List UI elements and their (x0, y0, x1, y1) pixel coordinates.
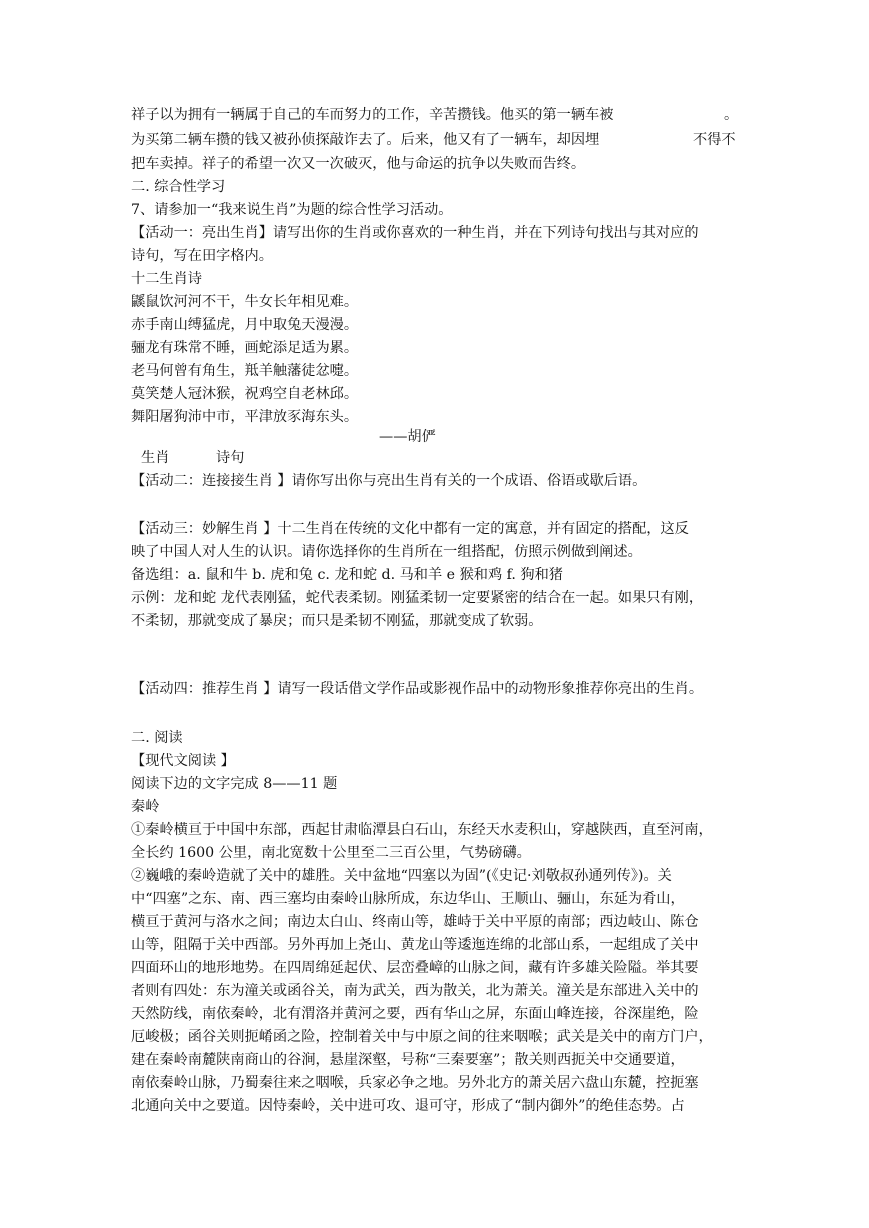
subsection-heading: 【现代文阅读 】 (131, 753, 235, 769)
article-line: 全长约 1600 公里，南北宽数十公里至二三百公里，气势磅礴。 (131, 845, 531, 861)
activity-4: 【活动四：推荐生肖 】请写一段话借文学作品或影视作品中的动物形象推荐你亮出的生肖。 (131, 681, 704, 697)
article-line: 北通向关中之要道。因恃秦岭，关中进可攻、退可守，形成了“制内御外”的绝佳态势。占 (131, 1098, 685, 1114)
section-heading: 二. 阅读 (131, 730, 183, 746)
activity-1-line: 【活动一：亮出生肖】请写出你的生肖或你喜欢的一种生肖，并在下列诗句找出与其对应的 (131, 225, 699, 241)
poem-line: 鼷鼠饮河河不干，牛女长年相见难。 (131, 294, 359, 310)
activity-1-line: 诗句，写在田字格内。 (131, 248, 273, 264)
article-line: 横亘于黄河与洛水之间；南边太白山、终南山等，雄峙于关中平原的南部；西边岐山、陈仓 (131, 914, 699, 930)
activity-3-line: 【活动三：妙解生肖 】十二生肖在传统的文化中都有一定的寓意，并有固定的搭配，这反 (131, 521, 689, 537)
article-line: ①秦岭横亘于中国中东部，西起甘肃临潭县白石山，东经天水麦积山，穿越陕西，直至河南， (131, 822, 713, 838)
article-line: 天然防线，南依秦岭，北有渭洛并黄河之要，西有华山之屏，东面山峰连接，谷深崖绝，险 (131, 1006, 699, 1022)
text-line: 把车卖掉。祥子的希望一次又一次破灭，他与命运的抗争以失败而告终。 (131, 156, 586, 172)
poem-line: 骊龙有珠常不睡，画蛇添足适为累。 (131, 340, 359, 356)
section-heading: 二. 综合性学习 (131, 179, 226, 195)
text-line: 为买第二辆车攒的钱又被孙侦探敲诈去了。后来，他又有了一辆车，却因埋 (131, 132, 600, 148)
article-line: 中“四塞”之东、南、西三塞均由秦岭山脉所成，东边华山、王顺山、骊山，东延为肴山， (131, 891, 685, 907)
text-line: 祥子以为拥有一辆属于自己的车而努力的工作，辛苦攒钱。他买的第一辆车被 (131, 107, 614, 123)
article-line: 者则有四处：东为潼关或函谷关，南为武关，西为散关，北为萧关。潼关是东部进入关中的 (131, 983, 699, 999)
article-line: 山等，阻隔于关中西部。另外再加上尧山、黄龙山等逶迤连绵的北部山系，一起组成了关中 (131, 937, 699, 953)
activity-2: 【活动二：连接接生肖 】请你写出你与亮出生肖有关的一个成语、俗语或歇后语。 (131, 473, 647, 489)
poem-line: 莫笑楚人冠沐猴，祝鸡空自老林邱。 (131, 386, 359, 402)
reading-instruction: 阅读下边的文字完成 8——11 题 (131, 776, 338, 792)
article-line: 四面环山的地形地势。在四周绵延起伏、层峦叠嶂的山脉之间，藏有许多雄关险隘。举其要 (131, 960, 699, 976)
text-line-end: 。 (724, 107, 739, 123)
poem-line: 老马何曾有角生，羝羊触藩徒忿嚏。 (131, 363, 359, 379)
article-line: 厄峻极；函谷关则扼崤函之险，控制着关中与中原之间的往来咽喉；武关是关中的南方门户， (131, 1029, 713, 1045)
column-label-shiju: 诗句 (216, 450, 245, 466)
activity-3-line: 映了中国人对人生的认识。请你选择你的生肖所在一组搭配，仿照示例做到阐述。 (131, 544, 642, 560)
poem-title: 十二生肖诗 (131, 271, 202, 287)
article-line: 南依秦岭山脉，乃蜀秦往来之咽喉，兵家必争之地。另外北方的萧关居六盘山东麓，控扼塞 (131, 1075, 699, 1091)
column-label-shengxiao: 生肖 (141, 450, 170, 466)
article-line: 建在秦岭南麓陕南商山的谷涧，悬崖深壑，号称“三秦要塞”；散关则西扼关中交通要道， (131, 1052, 685, 1068)
article-title: 秦岭 (131, 799, 160, 815)
article-line: ②巍峨的秦岭造就了关中的雄胜。关中盆地“四塞以为固”(《史记·刘敬叔孙通列传》)。关 (131, 868, 672, 884)
activity-3-example: 不柔韧，那就变成了暴戾；而只是柔韧不刚猛，那就变成了软弱。 (131, 613, 543, 629)
activity-3-options: 备选组：a. 鼠和牛 b. 虎和兔 c. 龙和蛇 d. 马和羊 e 猴和鸡 f. 狗和猪 (131, 567, 563, 583)
poem-line: 舞阳屠狗沛中市，平津放豕海东头。 (131, 409, 359, 425)
activity-3-example: 示例：龙和蛇 龙代表刚猛，蛇代表柔韧。刚猛柔韧一定要紧密的结合在一起。如果只有刚， (131, 590, 704, 606)
text-line-end: 不得不 (693, 132, 736, 148)
poem-line: 赤手南山缚猛虎，月中取兔天漫漫。 (131, 317, 359, 333)
poem-author: ——胡俨 (379, 429, 436, 445)
question-7: 7、请参加一“我来说生肖”为题的综合性学习活动。 (131, 202, 453, 218)
